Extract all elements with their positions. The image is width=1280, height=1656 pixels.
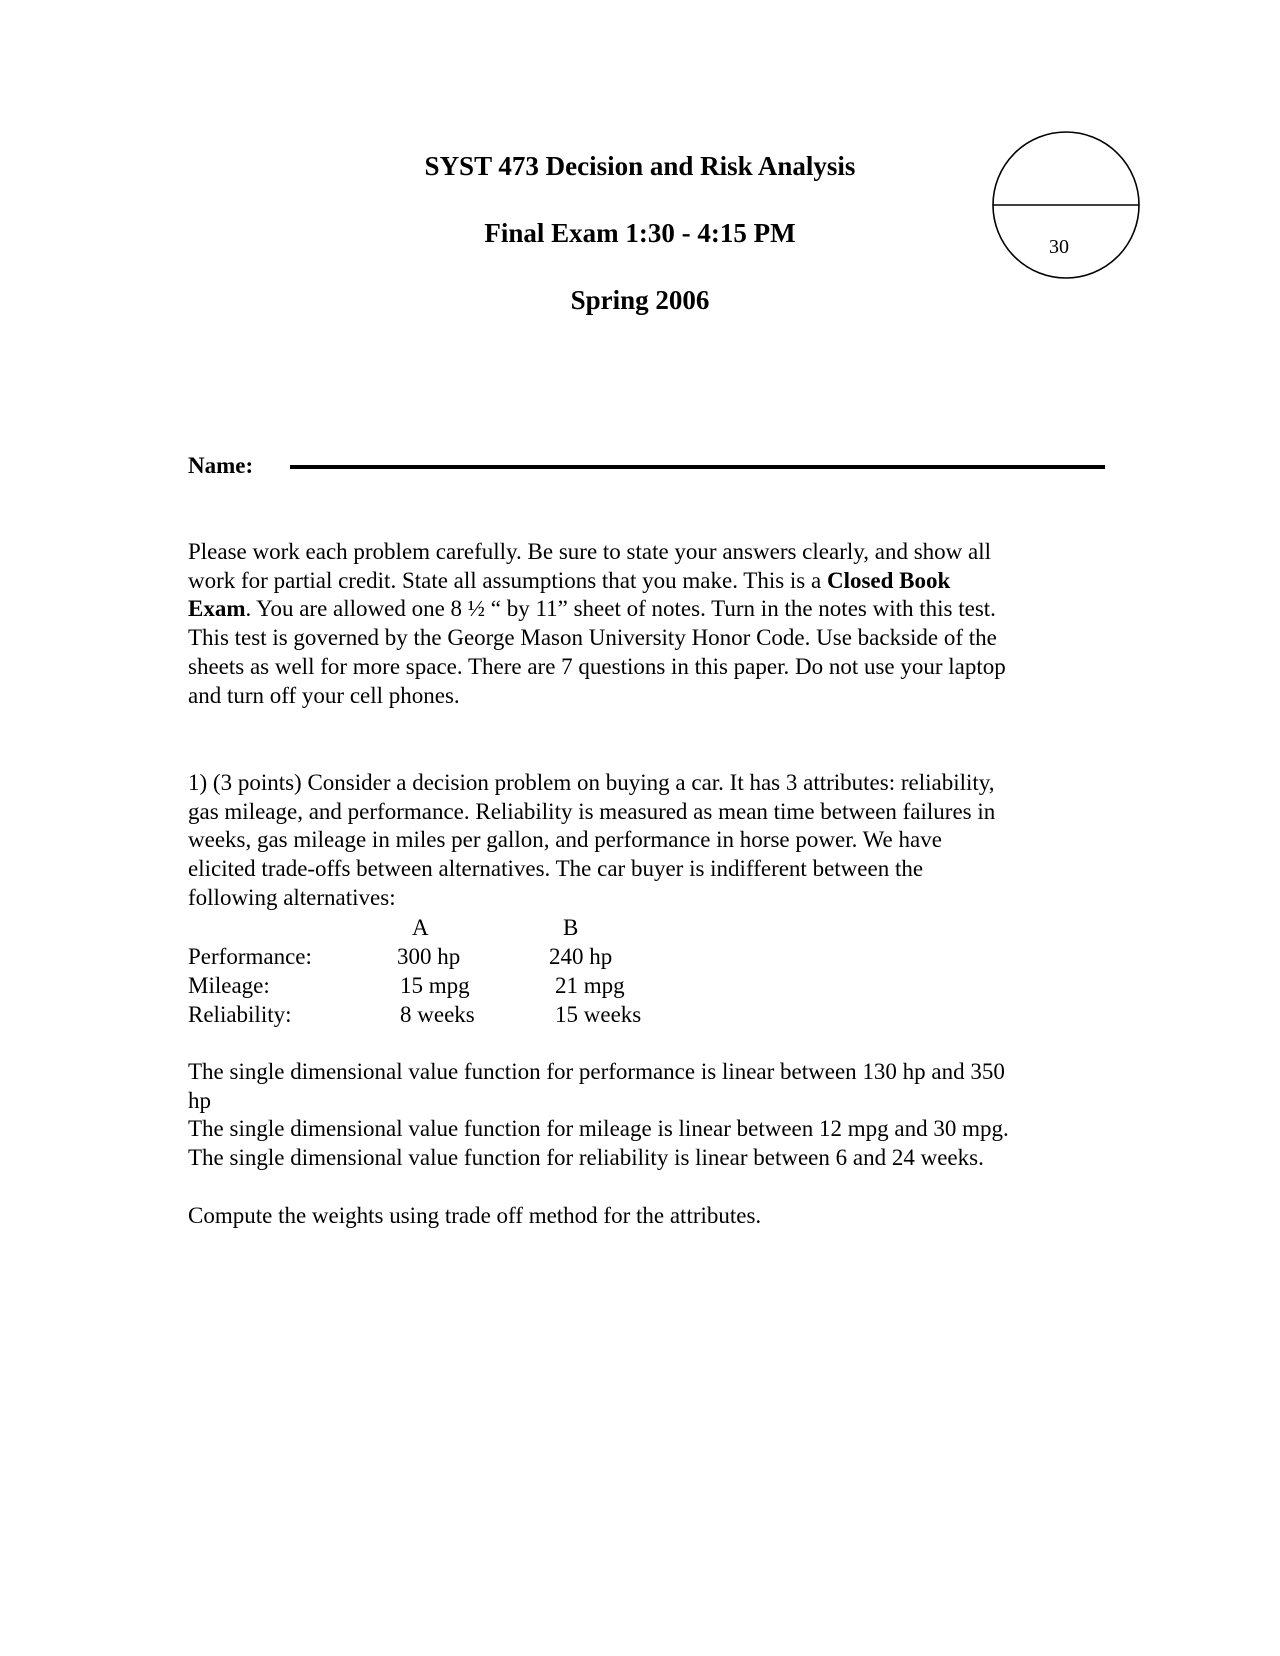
question-line: weeks, gas mileage in miles per gallon, and performance in horse power. We have	[188, 827, 942, 853]
question-line: elicited trade-offs between alternatives. The car buyer is indifferent between the	[188, 856, 924, 882]
column-header-a: A	[412, 915, 429, 940]
question-line: following alternatives:	[188, 884, 396, 910]
closed-book-emphasis: Closed Book	[826, 567, 951, 593]
exam-title: Final Exam 1:30 - 4:15 PM	[484, 218, 796, 248]
row-label: Reliability:	[188, 1002, 292, 1027]
value-function-line: The single dimensional value function for mileage is linear between 12 mpg and 30 mpg.	[188, 1116, 1009, 1142]
score-circle	[991, 130, 1141, 280]
instructions-line: Please work each problem carefully. Be sure to state your answers clearly, and show all	[188, 539, 992, 564]
instructions-line: sheets as well for more space. There are 7 questions in this paper. Do not use your laptop	[188, 653, 1006, 679]
name-input-line[interactable]	[290, 465, 1105, 469]
name-label: Name:	[188, 453, 254, 478]
value-b: 15 weeks	[555, 1002, 642, 1027]
instructions-line: This test is governed by the George Mason University Honor Code. Use backside of the	[188, 625, 997, 651]
value-function-text	[188, 1058, 1098, 1173]
row-label: Performance:	[188, 944, 312, 969]
instructions-text: . You are allowed one 8 ½ “ by 11” sheet of notes. Turn in the notes with this test.	[245, 596, 996, 622]
instructions-line: and turn off your cell phones.	[188, 682, 460, 708]
value-b: 240 hp	[549, 944, 613, 969]
value-function-line: The single dimensional value function for performance is linear between 130 hp and 350	[188, 1059, 1005, 1084]
value-a: 300 hp	[397, 944, 461, 969]
row-label: Mileage:	[188, 973, 270, 998]
value-b: 21 mpg	[555, 973, 625, 998]
question-1-task	[188, 1202, 1098, 1231]
value-function-line: hp	[188, 1087, 211, 1113]
instructions-line	[188, 567, 1098, 596]
value-a: 8 weeks	[400, 1002, 475, 1027]
value-function-line: The single dimensional value function for reliability is linear between 6 and 24 weeks.	[188, 1145, 984, 1171]
exam-term: Spring 2006	[570, 285, 710, 315]
task-line: Compute the weights using trade off method for the attributes.	[188, 1203, 762, 1228]
instructions	[188, 538, 1098, 710]
question-1-intro	[188, 769, 1098, 913]
instructions-line	[188, 595, 1098, 624]
question-line: gas mileage, and performance. Reliability is measured as mean time between failures in	[188, 798, 996, 824]
score-total: 30	[1049, 236, 1069, 258]
instructions-text: work for partial credit. State all assumptions that you make. This is a	[188, 567, 827, 593]
value-a: 15 mpg	[400, 973, 470, 998]
question-line: 1) (3 points) Consider a decision problem on buying a car. It has 3 attributes: reliability,	[188, 770, 995, 795]
course-title: SYST 473 Decision and Risk Analysis	[424, 151, 856, 181]
column-header-b: B	[563, 915, 579, 940]
exam-emphasis: Exam	[188, 596, 246, 622]
